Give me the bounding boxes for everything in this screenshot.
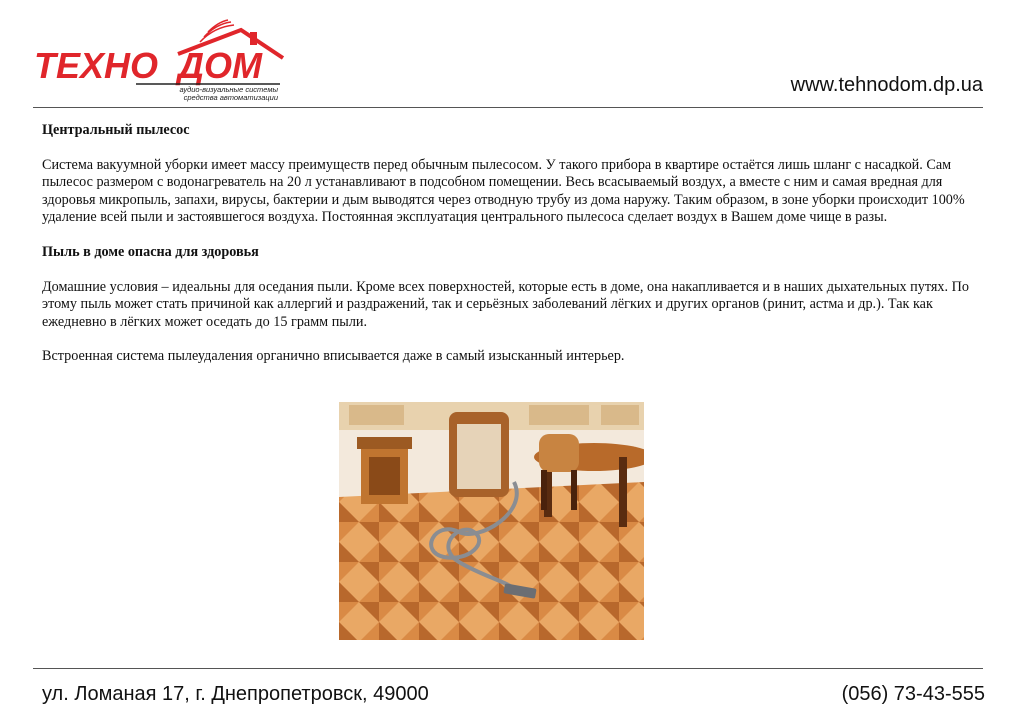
paragraph-advantages: Система вакуумной уборки имеет массу преимуществ перед обычным пылесосом. У такого прибора в квартире остаётся лишь шланг с насадкой. Сам пылесос размером с водонагреватель на 20 л устанавливают в подсобном помещении. Весь всасываемый воздух, а вместе с ним и самая вредная для здоровья микропыль, запахи, вирусы, бактерии и дым выводятся через отводную трубу из дома наружу. Таким образом, в зоне уборки происходит 100% удаление всей пыли и застоявшегося воздуха. Постоянная эксплуатация центрального пылесоса сделает воздух в Вашем доме чище в разы. (42, 156, 965, 226)
interior-vacuum-photo (339, 402, 644, 640)
logo-text-b: ДОМ (178, 45, 262, 86)
header-divider (33, 107, 983, 108)
paragraph-dust-health: Домашние условия – идеальны для оседания пыли. Кроме всех поверхностей, которые есть в доме, она накапливается и в наших дыхательных путях. По этому пыль может стать причиной как аллергий и раздражений, так и серьёзных заболеваний лёгких и других органов (ринит, астма и др.). Так как ежедневно в лёгких может оседать до 15 грамм пыли. (42, 278, 969, 330)
site-url[interactable]: www.tehnodom.dp.ua (790, 74, 983, 96)
heading-dust-danger: Пыль в доме опасна для здоровья (42, 243, 259, 260)
logo-tagline-1: аудио-визуальные системы (179, 85, 278, 94)
footer-address: ул. Ломаная 17, г. Днепропетровск, 49000 (42, 683, 429, 705)
heading-central-vacuum: Центральный пылесос (42, 122, 190, 138)
footer-phone[interactable]: (056) 73-43-555 (841, 683, 985, 705)
article-content (42, 122, 982, 383)
logo-tagline-2: средства автоматизации (183, 93, 278, 102)
footer-divider (33, 668, 983, 669)
logo-text-a: ТЕХНО (34, 45, 159, 86)
paragraph-interior: Встроенная система пылеудаления органично вписывается даже в самый изысканный интерьер. (42, 348, 625, 365)
tehnodom-logo (28, 12, 288, 102)
